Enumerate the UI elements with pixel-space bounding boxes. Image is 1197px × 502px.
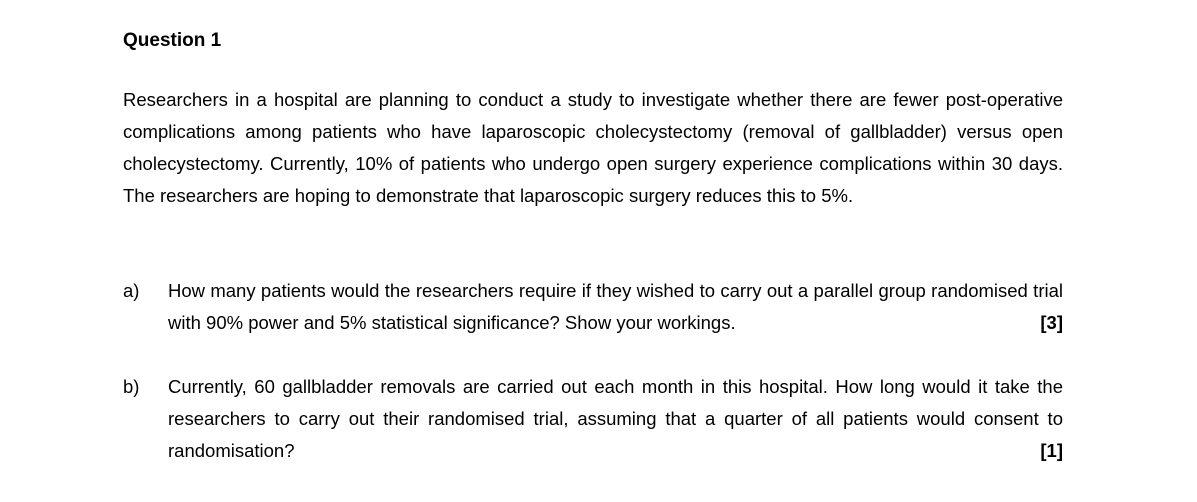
- part-a-body: [168, 275, 1063, 339]
- question-title: Question 1: [123, 30, 222, 51]
- question-intro: Researchers in a hospital are planning to conduct a study to investigate whether there are fewer post-operative complications among patients who have laparoscopic cholecystectomy (removal of gallbladder) versus open cholecystectomy. Currently, 10% of patients who undergo open surgery experience complications within 30 days. The researchers are hoping to demonstrate that laparoscopic surgery reduces this to 5%.: [123, 89, 1063, 206]
- part-b-body: [168, 371, 1063, 467]
- part-a-marks: [3]: [1040, 312, 1063, 333]
- part-b-text: Currently, 60 gallbladder removals are carried out each month in this hospital. How long would it take the researchers to carry out their randomised trial, assuming that a quarter of all patients would consent to randomisation?: [168, 376, 1063, 461]
- part-a-text: How many patients would the researchers require if they wished to carry out a parallel group randomised trial with 90% power and 5% statistical significance? Show your workings.: [168, 280, 1063, 333]
- part-b-marks: [1]: [1040, 440, 1063, 461]
- part-b-label: b): [123, 376, 140, 397]
- part-a-label: a): [123, 280, 140, 301]
